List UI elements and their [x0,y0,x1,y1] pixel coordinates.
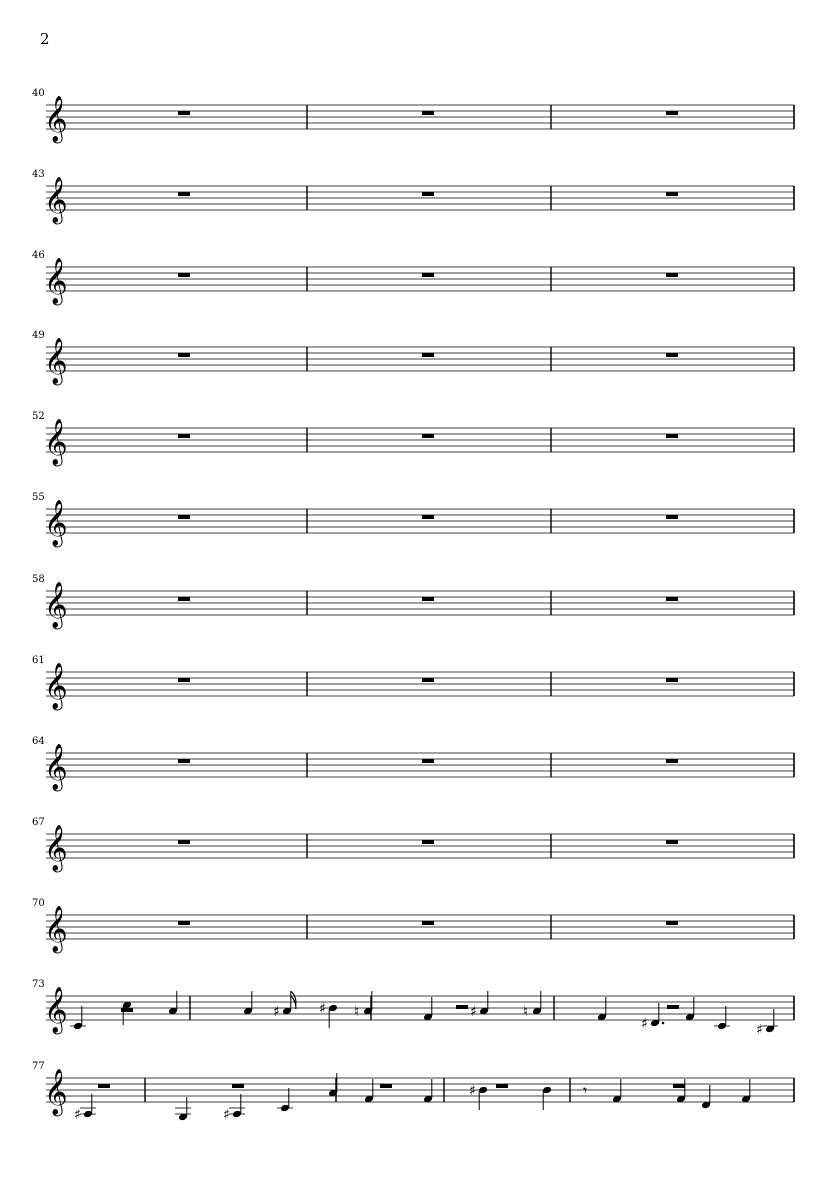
measure-number: 49 [32,330,45,341]
sharp-icon: ♯ [470,1004,477,1020]
whole-rest [178,759,190,763]
treble-clef-icon: 𝄞 [44,177,68,223]
whole-rest [178,111,190,115]
whole-rest [666,353,678,357]
sharp-icon: ♯ [223,1107,230,1123]
whole-rest [666,273,678,277]
staff-system-notes [0,1061,835,1131]
staff-system [0,169,835,239]
sharp-icon: ♯ [469,1083,476,1099]
staff-system [0,655,835,725]
sharp-icon: ♯ [273,1004,280,1020]
whole-rest [422,840,434,844]
whole-rest [422,515,434,519]
treble-clef-icon: 𝄞 [44,825,68,871]
measure-number: 40 [32,88,45,99]
whole-rest [666,111,678,115]
staff [0,817,835,887]
sharp-icon: ♯ [74,1107,81,1123]
measure-number: 64 [32,736,45,747]
measure-number: 58 [32,574,45,585]
natural-icon: ♮ [523,1004,529,1020]
treble-clef-icon: 𝄞 [44,419,68,465]
treble-clef-icon: 𝄞 [44,338,68,384]
whole-rest [422,597,434,601]
whole-rest [178,353,190,357]
half-rest [380,1084,392,1088]
whole-rest [178,192,190,196]
treble-clef-icon: 𝄞 [44,744,68,790]
measure-number: 67 [32,817,45,828]
whole-rest [422,759,434,763]
treble-clef-icon: 𝄞 [44,96,68,142]
measure-number: 73 [32,979,45,990]
staff [0,88,835,158]
whole-rest [422,273,434,277]
sharp-icon: ♯ [319,1001,326,1017]
measure-number: 46 [32,250,45,261]
whole-rest [666,192,678,196]
whole-rest [666,678,678,682]
staff [0,736,835,806]
treble-clef-icon: 𝄞 [44,906,68,952]
whole-rest [178,434,190,438]
whole-rest [178,515,190,519]
measure-number: 77 [32,1061,45,1072]
staff [0,411,835,481]
staff [0,330,835,400]
half-rest [496,1084,508,1088]
staff [0,898,835,968]
whole-rest [666,921,678,925]
whole-rest [666,515,678,519]
treble-clef-icon: 𝄞 [44,258,68,304]
measure-number: 55 [32,492,45,503]
page-number: 2 [40,30,50,48]
measure-number: 70 [32,898,45,909]
treble-clef-icon: 𝄞 [44,987,68,1033]
treble-clef-icon: 𝄞 [44,1069,68,1115]
staff [0,979,835,1049]
whole-rest [422,192,434,196]
note-dot [662,1022,665,1025]
eighth-rest-icon: 𝄾 [583,1081,588,1100]
staff-system [0,88,835,158]
staff [0,250,835,320]
whole-rest [178,273,190,277]
staff [0,169,835,239]
whole-rest [178,597,190,601]
staff [0,574,835,644]
whole-rest [422,921,434,925]
whole-rest [178,921,190,925]
whole-rest [178,678,190,682]
half-rest [232,1084,244,1088]
half-rest [456,1005,468,1009]
staff-system [0,492,835,562]
sharp-icon: ♯ [641,1016,648,1032]
whole-rest [666,434,678,438]
half-rest [667,1005,679,1009]
staff-system [0,817,835,887]
whole-rest [666,597,678,601]
whole-rest [178,840,190,844]
treble-clef-icon: 𝄞 [44,663,68,709]
staff-system [0,736,835,806]
half-rest [673,1084,685,1088]
staff-system [0,250,835,320]
sharp-icon: ♯ [756,1022,763,1038]
measure-number: 52 [32,411,45,422]
staff [0,655,835,725]
treble-clef-icon: 𝄞 [44,582,68,628]
staff-system [0,411,835,481]
staff-system [0,330,835,400]
staff-system [0,574,835,644]
measure-number: 43 [32,169,45,180]
measure-number: 61 [32,655,45,666]
whole-rest [422,678,434,682]
staff-system-notes [0,979,835,1049]
half-rest [98,1084,110,1088]
staff-system [0,898,835,968]
natural-icon: ♮ [354,1004,360,1020]
whole-rest [422,434,434,438]
whole-rest [666,840,678,844]
staff [0,1061,835,1131]
treble-clef-icon: 𝄞 [44,500,68,546]
whole-rest [422,111,434,115]
staff [0,492,835,562]
whole-rest [422,353,434,357]
whole-rest [666,759,678,763]
